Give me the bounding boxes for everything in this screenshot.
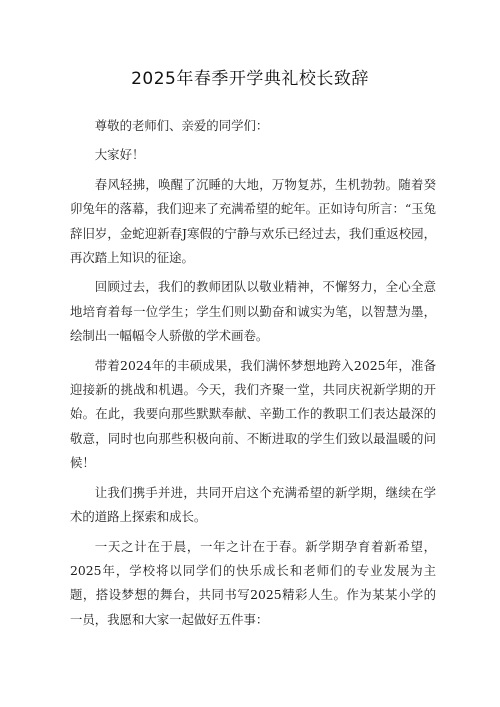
paragraph-review: 回顾过去，我们的教师团队以敬业精神，不懈努力，全心全意地培育着每一位学生；学生们则以勤奋和诚实为笔，以智慧为墨，绘制出一幅幅令人骄傲的学术画卷。 xyxy=(70,279,436,344)
paragraph-greeting: 大家好！ xyxy=(94,147,145,163)
paragraph-new-year: 带着2024年的丰硕成果，我们满怀梦想地跨入2025年，准备迎接新的挑战和机遇。今天，我们齐聚一堂，共同庆祝新学期的开始。在此，我要向那些默默奉献、辛勤工作的教职工们表达最深的敬意，同时也向那些积极向前、不断进取的学生们致以最温暖的问候！ xyxy=(70,357,436,471)
document-title: 2025年春季开学典礼校长致辞 xyxy=(131,69,369,89)
paragraph-five-things: 一天之计在于晨，一年之计在于春。新学期孕育着新希望，2025年，学校将以同学们的快乐成长和老师们的专业发展为主题，搭设梦想的舞台，共同书写2025精彩人生。作为某某小学的一员，我愿和大家一起做好五件事： xyxy=(70,538,436,627)
paragraph-together: 让我们携手并进，共同开启这个充满希望的新学期，继续在学术的道路上探索和成长。 xyxy=(70,484,436,525)
paragraph-spring-opening: 春风轻拂，唤醒了沉睡的大地，万物复苏，生机勃勃。随着癸卯兔年的落幕，我们迎来了充满希望的蛇年。正如诗句所言：“玉兔辞旧岁，金蛇迎新春J寒假的宁静与欢乐已经过去，我们重返校园，再次踏上知识的征途。 xyxy=(70,176,436,266)
document-body xyxy=(70,114,436,637)
paragraph-salutation: 尊敬的老师们、亲爱的同学们： xyxy=(94,118,269,133)
